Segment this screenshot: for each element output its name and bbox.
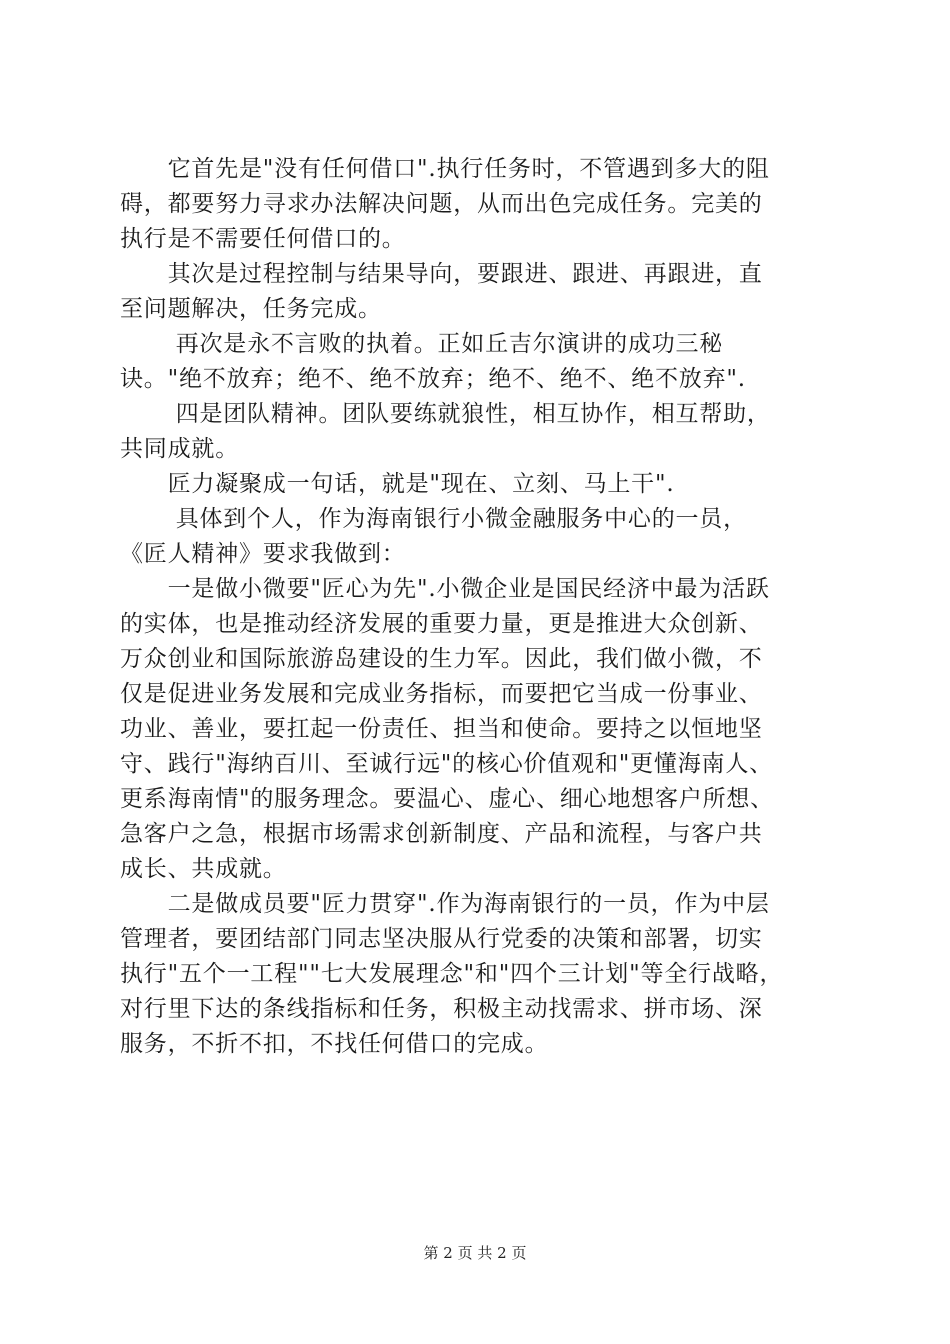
text-line: 仅是促进业务发展和完成业务指标，而要把它当成一份事业、 xyxy=(120,681,763,707)
text-line: 一是做小微要"匠心为先".小微企业是国民经济中最为活跃 xyxy=(120,576,770,602)
text-line: 万众创业和国际旅游岛建设的生力军。因此，我们做小微，不 xyxy=(120,646,763,672)
text-line: 再次是永不言败的执着。正如丘吉尔演讲的成功三秘 xyxy=(120,331,724,357)
text-line: 对行里下达的条线指标和任务，积极主动找需求、拼市场、深 xyxy=(120,996,763,1022)
text-line: 的实体，也是推动经济发展的重要力量，更是推进大众创新、 xyxy=(120,611,763,637)
text-line: 碍，都要努力寻求办法解决问题，从而出色完成任务。完美的 xyxy=(120,191,763,217)
text-line: 共同成就。 xyxy=(120,436,239,462)
text-line: 服务，不折不扣，不找任何借口的完成。 xyxy=(120,1031,549,1057)
page-number-footer: 第 2 页 共 2 页 xyxy=(423,1244,527,1262)
text-line: 二是做成员要"匠力贯穿".作为海南银行的一员，作为中层 xyxy=(120,891,770,917)
text-line: 《匠人精神》要求我做到： xyxy=(120,541,406,567)
text-line: 其次是过程控制与结果导向，要跟进、跟进、再跟进，直 xyxy=(120,261,763,287)
text-line: 功业、善业，要扛起一份责任、担当和使命。要持之以恒地坚 xyxy=(120,716,763,742)
body-text xyxy=(120,152,850,1062)
text-line: 它首先是"没有任何借口".执行任务时，不管遇到多大的阻 xyxy=(120,156,770,182)
text-line: 执行是不需要任何借口的。 xyxy=(120,226,406,252)
text-line: 执行"五个一工程""七大发展理念"和"四个三计划"等全行战略， xyxy=(120,961,784,987)
text-line: 成长、共成就。 xyxy=(120,856,287,882)
text-line: 更系海南情"的服务理念。要温心、虚心、细心地想客户所想、 xyxy=(120,786,774,812)
text-line: 守、践行"海纳百川、至诚行远"的核心价值观和"更懂海南人、 xyxy=(120,751,773,777)
text-line: 至问题解决，任务完成。 xyxy=(120,296,382,322)
text-line: 急客户之急，根据市场需求创新制度、产品和流程，与客户共 xyxy=(120,821,763,847)
text-line: 诀。"绝不放弃；绝不、绝不放弃；绝不、绝不、绝不放弃". xyxy=(120,366,746,392)
text-line: 管理者，要团结部门同志坚决服从行党委的决策和部署，切实 xyxy=(120,926,763,952)
text-line: 具体到个人，作为海南银行小微金融服务中心的一员， xyxy=(120,506,747,532)
text-line: 四是团队精神。团队要练就狼性，相互协作，相互帮助， xyxy=(120,401,771,427)
text-line: 匠力凝聚成一句话，就是"现在、立刻、马上干". xyxy=(120,471,675,497)
